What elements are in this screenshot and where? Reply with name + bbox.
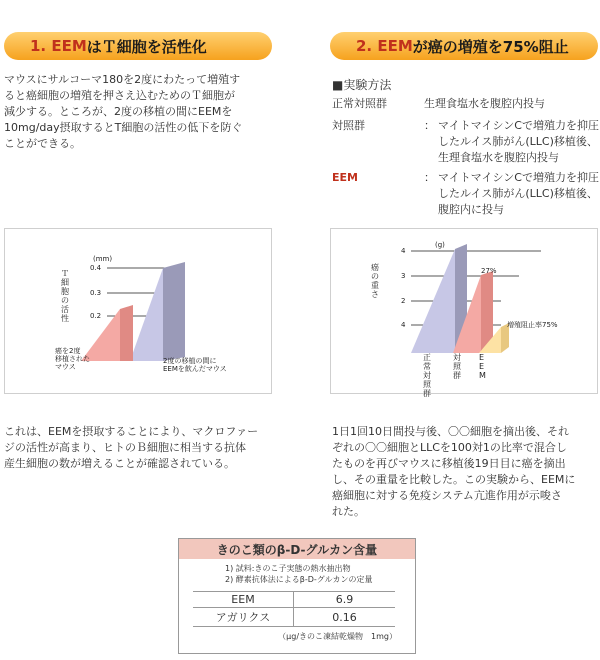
conclusion-line: ジの活性が高まり、ヒトのＢ細胞に相当する抗体 xyxy=(4,441,246,454)
conclusion-line: ぞれの〇〇細胞とLLCを100対1の比率で混合し xyxy=(332,441,567,454)
tumor-ylabel: 癌の重さ xyxy=(371,263,379,299)
method-title: ■実験方法 xyxy=(332,78,392,92)
glucan-footnote: （μg/きのこ凍結乾燥物 1mg） xyxy=(278,632,397,641)
bar2-face xyxy=(130,268,163,361)
table-row: アガリクス 0.16 xyxy=(193,608,395,627)
method-row-normal: 正常対照群 生理食塩水を腹腔内投与 xyxy=(332,97,545,110)
section2-conclusion xyxy=(332,424,598,520)
intro-line: マウスにサルコーマ180を2度にわたって増殖す xyxy=(4,73,241,86)
note-line: 2) 酵素抗体法によるβ-D-グルカンの定量 xyxy=(225,575,373,584)
table-row: EEM 6.9 xyxy=(193,592,395,608)
section2-eem: EEM xyxy=(377,37,413,55)
method-list xyxy=(332,96,600,218)
intro-line: 減少する。ところが、2度の移植の間にEEMを xyxy=(4,105,233,118)
tick-label: 0.4 xyxy=(90,264,102,272)
conclusion-line: し、その重量を比較した。この実験から、EEMに xyxy=(332,473,576,486)
intro-line: ると癌細胞の増殖を押さえ込むためのＴ細胞が xyxy=(4,89,235,102)
inhibit-label: 増殖阻止率75% xyxy=(507,321,558,329)
conclusion-line: れた。 xyxy=(332,505,365,518)
conclusion-line: 1日1回10日間投与後、〇〇細胞を摘出後、それ xyxy=(332,425,569,438)
section1-number: 1. xyxy=(30,37,47,55)
bar1-label: 癌を2度 移植された マウス xyxy=(55,347,90,371)
method-row-control: 対照群 ： マイトマイシンCで増殖力を抑圧 したルイス肺がん(LLC)移植後、 生理食塩水を腹腔内投与 xyxy=(332,119,599,164)
tumor-figure xyxy=(330,228,598,398)
tcell-figure xyxy=(4,228,272,394)
tumor-chart xyxy=(331,229,597,393)
tick-label: 4 xyxy=(401,247,406,255)
intro-line: 10mg/day摂取するとT細胞の活性の低下を防ぐ xyxy=(4,121,243,134)
glucan-title: きのこ類のβ-D-グルカン含量 xyxy=(179,539,415,559)
section2-header xyxy=(330,32,598,60)
method-row-eem: EEM ： マイトマイシンCで増殖力を抑圧 したルイス肺がん(LLC)移植後、 腹腔内に投与 xyxy=(332,171,599,216)
bar1-side xyxy=(120,305,133,361)
glucan-table-box xyxy=(178,538,416,654)
conclusion-line: 産生細胞の数が増えることが確認されている。 xyxy=(4,457,235,470)
bar2-side xyxy=(163,262,185,361)
conclusion-line: たものを再びマウスに移植後19日目に癌を摘出 xyxy=(332,457,566,470)
glucan-table xyxy=(193,591,395,627)
section1-intro xyxy=(4,72,272,152)
section2-number: 2. xyxy=(356,37,373,55)
intro-line: ことができる。 xyxy=(4,137,81,150)
x-label-normal: 正常対照群 xyxy=(423,353,431,398)
note-line: 1) 試料:きのこ子実態の熱水抽出物 xyxy=(225,564,351,573)
conclusion-line: これは、EEMを摂取することにより、マクロファー xyxy=(4,425,259,438)
tick-label: 0.3 xyxy=(90,289,102,297)
section1-eem: EEM xyxy=(51,37,87,55)
section1-title: はＴ細胞を活性化 xyxy=(86,37,207,56)
tcell-chart xyxy=(5,229,271,393)
section2-title: が癌の増殖を75%阻止 xyxy=(412,37,569,56)
tick-label: 0.2 xyxy=(90,312,102,320)
x-label-eem: EEM xyxy=(479,353,486,380)
tick-label: 3 xyxy=(401,272,406,280)
section1-header xyxy=(4,32,272,60)
section1-conclusion xyxy=(4,424,272,472)
bar2-label: 2度の移植の間に EEMを飲んだマウス xyxy=(163,357,227,373)
conclusion-line: 癌細胞に対する免疫システム亢進作用が示唆さ xyxy=(332,489,562,502)
tick-label: 2 xyxy=(401,297,406,305)
x-label-control: 対照群 xyxy=(453,353,461,380)
tcell-unit: (mm) xyxy=(93,255,113,263)
tcell-ylabel: Ｔ細胞の活性 xyxy=(61,269,69,323)
tick-label: 4 xyxy=(401,321,406,329)
glucan-notes xyxy=(179,559,415,587)
tumor-unit: (g) xyxy=(435,241,445,249)
pct-label: 27% xyxy=(481,267,497,275)
